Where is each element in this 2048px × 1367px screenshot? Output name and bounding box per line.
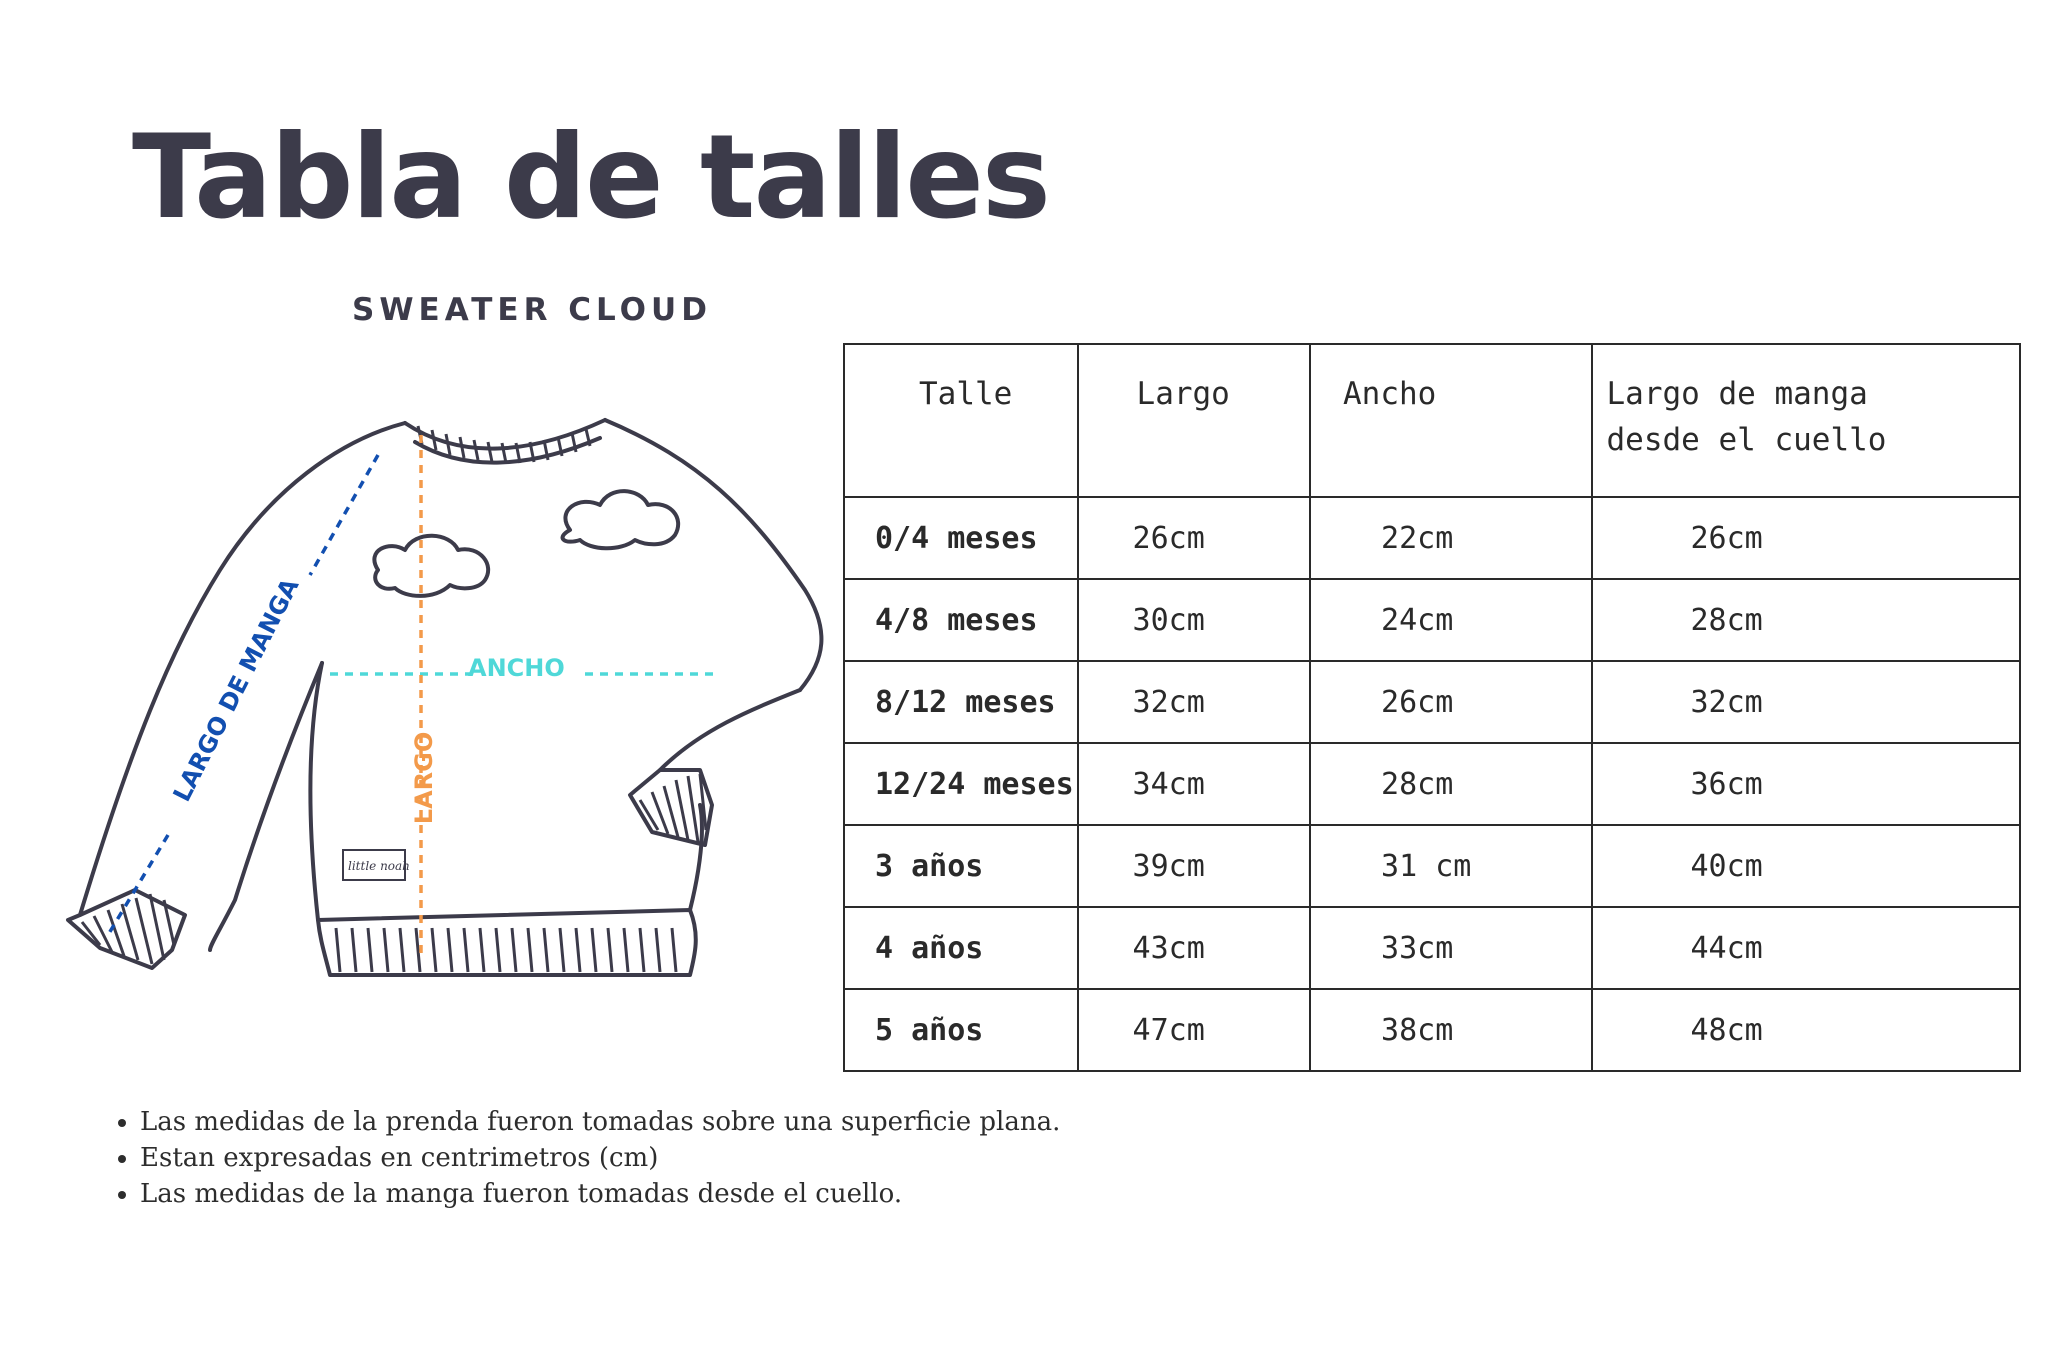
size-table: [843, 343, 2021, 1072]
header-manga: [1592, 344, 2021, 497]
sweater-illustration: [60, 400, 840, 980]
cell-largo: 30cm: [1078, 579, 1310, 661]
cell-ancho: 22cm: [1310, 497, 1591, 579]
cell-talle: 4 años: [844, 907, 1078, 989]
list-item: Las medidas de la manga fueron tomadas desde el cuello.: [112, 1176, 1060, 1212]
table-row: [844, 579, 2020, 661]
list-item: Estan expresadas en centrimetros (cm): [112, 1140, 1060, 1176]
header-ancho: Ancho: [1310, 344, 1591, 497]
table-header-row: [844, 344, 2020, 497]
table-row: [844, 661, 2020, 743]
cell-largo: 34cm: [1078, 743, 1310, 825]
cell-manga: 48cm: [1592, 989, 2021, 1071]
table-row: [844, 989, 2020, 1071]
cell-manga: 44cm: [1592, 907, 2021, 989]
cloud-left: [374, 536, 488, 596]
cell-talle: 12/24 meses: [844, 743, 1078, 825]
cell-manga: 40cm: [1592, 825, 2021, 907]
measurement-notes: [112, 1104, 1060, 1212]
header-manga-line1: Largo de manga: [1606, 376, 1868, 412]
cell-manga: 28cm: [1592, 579, 2021, 661]
cell-talle: 5 años: [844, 989, 1078, 1071]
cell-ancho: 31 cm: [1310, 825, 1591, 907]
cell-talle: 4/8 meses: [844, 579, 1078, 661]
header-manga-line2: desde el cuello: [1606, 422, 1887, 458]
list-item: Las medidas de la prenda fueron tomadas sobre una superficie plana.: [112, 1104, 1060, 1140]
right-sleeve-bottom: [660, 690, 800, 770]
body-right-side: [605, 420, 821, 690]
cell-talle: 8/12 meses: [844, 661, 1078, 743]
table-row: [844, 497, 2020, 579]
tag-text: little noah: [348, 859, 410, 873]
cell-ancho: 28cm: [1310, 743, 1591, 825]
cell-manga: 26cm: [1592, 497, 2021, 579]
cell-manga: 32cm: [1592, 661, 2021, 743]
product-name: SWEATER CLOUD: [352, 292, 712, 328]
cell-ancho: 24cm: [1310, 579, 1591, 661]
manga-label: LARGO DE MANGA: [167, 573, 305, 807]
cell-largo: 26cm: [1078, 497, 1310, 579]
page-title: Tabla de talles: [132, 110, 1049, 245]
cell-ancho: 26cm: [1310, 661, 1591, 743]
cell-largo: 43cm: [1078, 907, 1310, 989]
ancho-label: ANCHO: [468, 654, 565, 682]
cell-ancho: 33cm: [1310, 907, 1591, 989]
cell-largo: 39cm: [1078, 825, 1310, 907]
cell-talle: 0/4 meses: [844, 497, 1078, 579]
cell-talle: 3 años: [844, 825, 1078, 907]
cell-largo: 47cm: [1078, 989, 1310, 1071]
cell-manga: 36cm: [1592, 743, 2021, 825]
largo-label: LARGO: [410, 731, 438, 825]
body-left-side: [310, 663, 322, 920]
table-row: [844, 907, 2020, 989]
header-largo: Largo: [1078, 344, 1310, 497]
cell-largo: 32cm: [1078, 661, 1310, 743]
cloud-right: [563, 491, 679, 548]
table-row: [844, 825, 2020, 907]
header-talle: Talle: [844, 344, 1078, 497]
table-row: [844, 743, 2020, 825]
cell-ancho: 38cm: [1310, 989, 1591, 1071]
hem-band: [318, 910, 696, 975]
